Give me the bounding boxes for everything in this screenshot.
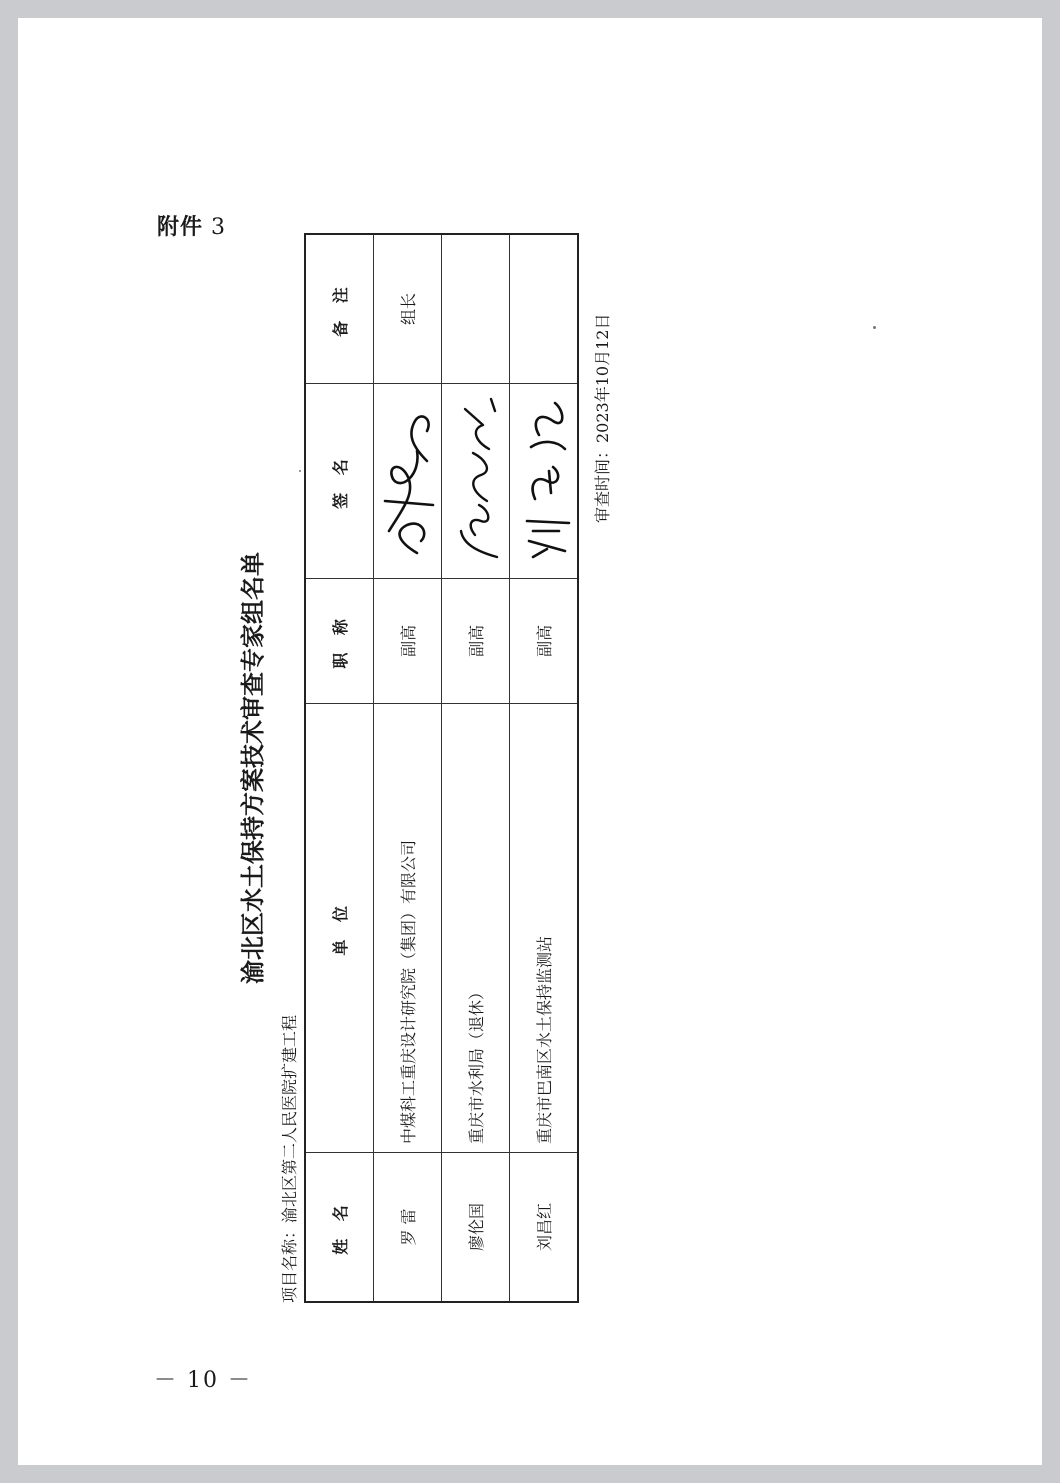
expert-name: 廖伦国: [442, 1152, 510, 1302]
handwritten-signature: [445, 391, 507, 571]
expert-remark: [442, 234, 510, 384]
rotated-landscape-content: [230, 233, 650, 1303]
handwritten-signature: [513, 391, 575, 571]
project-label: 项目名称：: [280, 1222, 299, 1303]
table-row: [442, 234, 510, 1302]
scan-speck: [873, 326, 876, 329]
header-title: 职 称: [305, 579, 374, 704]
expert-unit: 重庆市水利局（退休）: [442, 703, 510, 1152]
header-remark: 备 注: [305, 234, 374, 384]
attachment-number: 3: [211, 215, 227, 240]
handwritten-signature: [377, 391, 439, 571]
scan-speck: [299, 470, 301, 472]
document-page: [18, 18, 1042, 1465]
expert-name: 刘昌红: [510, 1152, 579, 1302]
signature-cell: [510, 384, 579, 579]
project-name-line: [276, 1015, 304, 1303]
header-name: 姓 名: [305, 1152, 374, 1302]
attachment-label: [157, 210, 226, 241]
signature-cell: [374, 384, 442, 579]
expert-remark: [510, 234, 579, 384]
expert-name: 罗 雷: [374, 1152, 442, 1302]
header-unit: 单 位: [305, 703, 374, 1152]
table-row: [510, 234, 579, 1302]
document-title: 渝北区水土保持方案技术审查专家组名单: [239, 552, 267, 984]
expert-unit: 重庆市巴南区水土保持监测站: [510, 703, 579, 1152]
project-value: 渝北区第二人民医院扩建工程: [280, 1014, 299, 1223]
header-signature: 签 名: [305, 384, 374, 579]
review-date: 审查时间：2023年10月12日: [593, 313, 612, 523]
expert-remark: 组长: [374, 234, 442, 384]
table-row: [374, 234, 442, 1302]
signature-cell: [442, 384, 510, 579]
expert-title: 副高: [442, 579, 510, 704]
page-number: － 10 －: [154, 1368, 252, 1393]
expert-title: 副高: [374, 579, 442, 704]
expert-unit: 中煤科工重庆设计研究院（集团）有限公司: [374, 703, 442, 1152]
attachment-text: 附件: [157, 215, 204, 240]
expert-table: [304, 233, 579, 1303]
table-header-row: [305, 234, 374, 1302]
expert-title: 副高: [510, 579, 579, 704]
